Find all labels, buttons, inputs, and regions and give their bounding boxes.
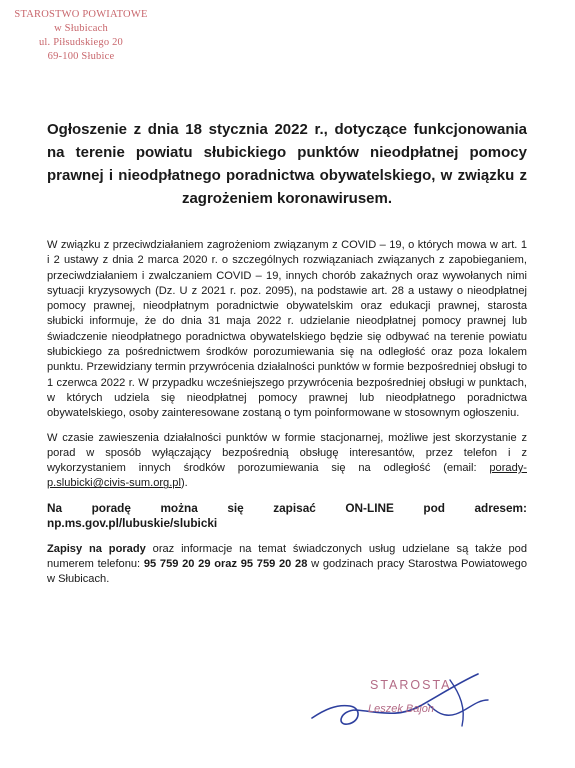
stamp-line-city: w Słubicach [54,23,108,34]
online-word: Na [47,500,63,515]
online-word: ON-LINE [345,500,394,515]
paragraph-remote-advice-text: W czasie zawieszenia działalności punktów w formie stacjonarnej, możliwe jest skorzystanie z porad w sposób wyłączający bezpośrednią obsługę interesantów, przez telefon i z wykorzystaniem innych środków porozumiewania się na odległość (email: [47,431,527,475]
paragraph-remote-advice-suffix: ). [180,477,188,490]
stamp-line-street: ul. Piłsudskiego 20 [38,37,124,48]
signature-title: STAROSTA [370,678,452,692]
phone-numbers: 95 759 20 29 oraz 95 759 20 28 [143,558,308,571]
paragraph-phone-registration [47,542,527,588]
office-stamp [6,8,156,64]
stamp-line-postal: 69-100 Słubice [47,51,115,62]
paragraph-covid-info: W związku z przeciwdziałaniem zagrożeniom związanym z COVID – 19, o których mowa w art. 1 i 2 ustawy z dnia 2 marca 2020 r. o szczególnych rozwiązaniach związanych z zapobieganiem, przeciwdziałaniem i zwalczaniem COVID – 19, innych chorób zakaźnych oraz wywołanych nimi sytuacji kryzysowych (Dz. U z 2021 r. poz. 2095), na podstawie art. 28 a ustawy o nieodpłatnej pomocy prawnej, nieodpłatnym poradnictwie obywatelskim oraz edukacji prawnej, starosta słubicki informuje, że do dnia 31 maja 2022 r. udzielanie nieodpłatnej pomocy prawnej lub świadczenie nieodpłatnego poradnictwa obywatelskiego będzie się odbywać na terenie powiatu słubickiego za pośrednictwem środków porozumiewania się na odległość oraz poza lokalem punktu. Przewidziany termin przywrócenia działalności punktów w formie bezpośredniej obsługi to 1 czerwca 2022 r. W przypadku wcześniejszego przywrócenia bezpośredniej obsługi w punktach, w których udziela się nieodpłatnej pomocy prawnej lub nieodpłatnego poradnictwa obywatelskiego, osoby zainteresowane zostaną o tym poinformowane w stosownym ogłoszeniu. [47,239,527,420]
signature-block [310,660,510,740]
stamp-line-office: STAROSTWO POWIATOWE [14,9,148,20]
office-hours-text: w godzinach pracy Starostwa Powiatowego w Słubicach. [47,558,527,586]
online-word: poradę [91,500,131,515]
online-word: można [160,500,198,515]
online-word: pod [423,500,445,515]
announcement-body [47,238,527,588]
announcement-title: Ogłoszenie z dnia 18 stycznia 2022 r., dotyczące funkcjonowania na terenie powiatu słubickiego punktów nieodpłatnej pomocy prawnej i nieodpłatnego poradnictwa obywatelskiego, w związku z zagrożeniem koronawirusem. [47,121,527,207]
registration-url[interactable]: np.ms.gov.pl/lubuskie/slubicki [47,515,218,530]
online-word: adresem: [474,500,527,515]
phone-registration-text: oraz informacje na temat świadczonych usług udzielane są także pod numerem telefonu: [47,542,527,571]
online-word: zapisać [273,500,316,515]
signature-name: Leszek Bajon [368,703,435,715]
online-word: się [227,500,244,515]
email-link[interactable]: porady-p.slubicki@civis-sum.org.pl [47,462,527,490]
paragraph-remote-advice [47,431,527,492]
phone-registration-heading: Zapisy na porady [47,542,146,555]
online-registration-line [47,501,527,516]
handwritten-signature-icon [310,660,510,740]
